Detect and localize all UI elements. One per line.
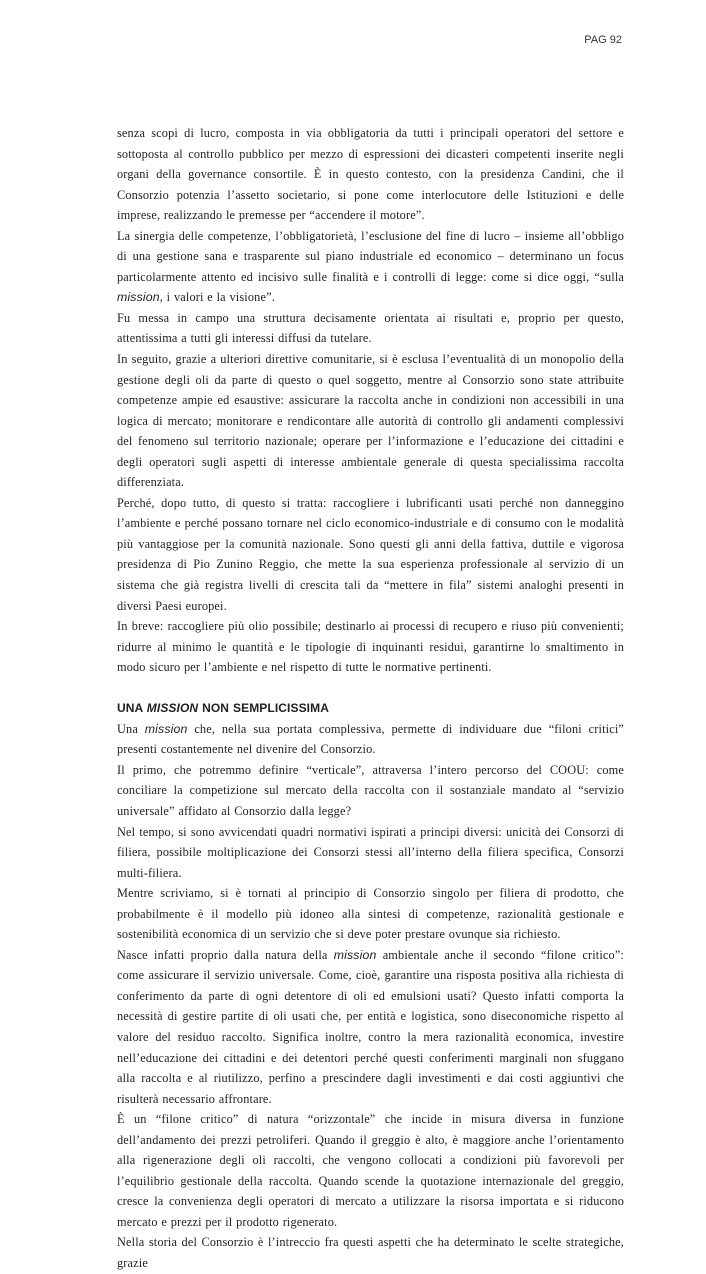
heading-italic: MISSION xyxy=(146,701,199,716)
paragraph-text: che, nella sua portata complessiva, permette di individuare due “filoni critici” presenti costantemente nel divenire del Consorzio. xyxy=(117,721,624,757)
paragraph xyxy=(117,226,624,308)
paragraph: È un “filone critico” di natura “orizzontale” che incide in misura diversa in funzione dell’andamento dei prezzi petroliferi. Quando il greggio è alto, è maggiore anche l’orientamento alla rigenerazione degli oli raccolti, che vengono collocati a condizioni più favorevoli per l’equilibrio gestionale della raccolta. Quando scende la quotazione internazionale del greggio, cresce la convenienza degli operatori di mercato a utilizzare la risorsa importata e si riducono mercato e prezzi per il prodotto rigenerato. xyxy=(117,1112,624,1229)
section-heading xyxy=(117,698,624,719)
paragraph: Mentre scriviamo, si è tornati al principio di Consorzio singolo per filiera di prodotto, che probabilmente è il modello più idoneo alla sintesi di competenze, razionalità gestionale e sostenibilità economica di un servizio che si deve poter prestare ovunque sia richiesto. xyxy=(117,886,624,942)
italic-term: mission xyxy=(117,290,160,305)
paragraph-text: , i valori e la visione”. xyxy=(159,290,275,305)
page-number: PAG 92 xyxy=(584,34,622,46)
paragraph: Fu messa in campo una struttura decisamente orientata ai risultati e, proprio per questo, attentissima a tutti gli interessi diffusi da tutelare. xyxy=(117,310,624,346)
italic-term: mission xyxy=(144,721,188,736)
paragraph xyxy=(117,945,624,1109)
paragraph-text: ambientale anche il secondo “filone critico”: come assicurare il servizio universale. Come, cioè, garantire una risposta positiva alla richiesta di conferimento da parte di ogni detentore di oli ed emulsioni usati? Questo infatti comporta la necessità di gestire partite di oli usati che, per entità e logistica, sono diseconomiche rispetto al valore del residuo raccolto. Significa inoltre, contro la mera razionalità economica, investire nell’educazione dei cittadini e dei detentori perché questi conferimenti marginali non sfuggano alla raccolta e al riutilizzo, perfino a prescindere dagli investimenti e dai costi aggiuntivi che risulterà necessario affrontare. xyxy=(117,947,624,1106)
paragraph-text: Una xyxy=(117,721,145,736)
paragraph-text: Nasce infatti proprio dalla natura della xyxy=(117,947,334,962)
paragraph xyxy=(117,719,624,760)
paragraph: In breve: raccogliere più olio possibile; destinarlo ai processi di recupero e riuso più convenienti; ridurre al minimo le quantità e le tipologie di inquinanti residui, garantirne lo smaltimento in modo sicuro per l’ambiente e nel rispetto di tutte le normative pertinenti. xyxy=(117,619,624,675)
paragraph-text: La sinergia delle competenze, l’obbligatorietà, l’esclusione del fine di lucro – insieme all’obbligo di una gestione sana e trasparente sul piano industriale ed economico – determinano un focus particolarmente attento ed incisivo sulle finalità e i controlli di legge: come si dice oggi, “sulla xyxy=(117,228,624,284)
document-body xyxy=(117,123,624,1274)
paragraph: senza scopi di lucro, composta in via obbligatoria da tutti i principali operatori del settore e sottoposta al controllo pubblico per mezzo di espressioni dei dicasteri competenti inserite negli organi della governance consortile. È in questo contesto, con la presidenza Candini, che il Consorzio potenzia l’assetto societario, si pone come interlocutore delle Istituzioni e delle imprese, realizzando le premesse per “accendere il motore”. xyxy=(117,126,624,223)
paragraph: Nel tempo, si sono avvicendati quadri normativi ispirati a principi diversi: unicità dei Consorzi di filiera, possibile moltiplicazione dei Consorzi stessi all’interno della filiera specifica, Consorzi multi-filiera. xyxy=(117,824,624,880)
paragraph: Perché, dopo tutto, di questo si tratta: raccogliere i lubrificanti usati perché non danneggino l’ambiente e perché possano tornare nel ciclo economico-industriale e di consumo con le modalità più vantaggiose per la comunità nazionale. Sono questi gli anni della fattiva, duttile e vigorosa presidenza di Pio Zunino Reggio, che mette la sua esperienza professionale al servizio di un sistema che già registra livelli di crescita tali da “mettere in fila” sistemi analoghi presenti in diversi Paesi europei. xyxy=(117,495,624,613)
paragraph: In seguito, grazie a ulteriori direttive comunitarie, si è esclusa l’eventualità di un monopolio della gestione degli oli da parte di questo o quel soggetto, mentre al Consorzio sono state attribuite competenze ampie ed esaustive: assicurare la raccolta anche in condizioni non accessibili in una logica di mercato; monitorare e rendicontare alle autorità di controllo gli andamenti complessivi del fenomeno sul territorio nazionale; operare per l’informazione e l’educazione dei cittadini e degli operatori sugli aspetti di interesse ambientale generale di questa specialissima raccolta differenziata. xyxy=(117,352,624,490)
paragraph: Nella storia del Consorzio è l’intreccio fra questi aspetti che ha determinato le scelte strategiche, grazie xyxy=(117,1235,624,1271)
paragraph: Il primo, che potremmo definire “verticale”, attraversa l’intero percorso del COOU: come conciliare la competizione sul mercato della raccolta con il sostanziale mandato al “servizio universale” affidato al Consorzio dalla legge? xyxy=(117,762,624,818)
heading-text: NON SEMPLICISSIMA xyxy=(198,701,329,716)
heading-text: UNA xyxy=(117,701,147,716)
italic-term: mission xyxy=(333,947,377,962)
